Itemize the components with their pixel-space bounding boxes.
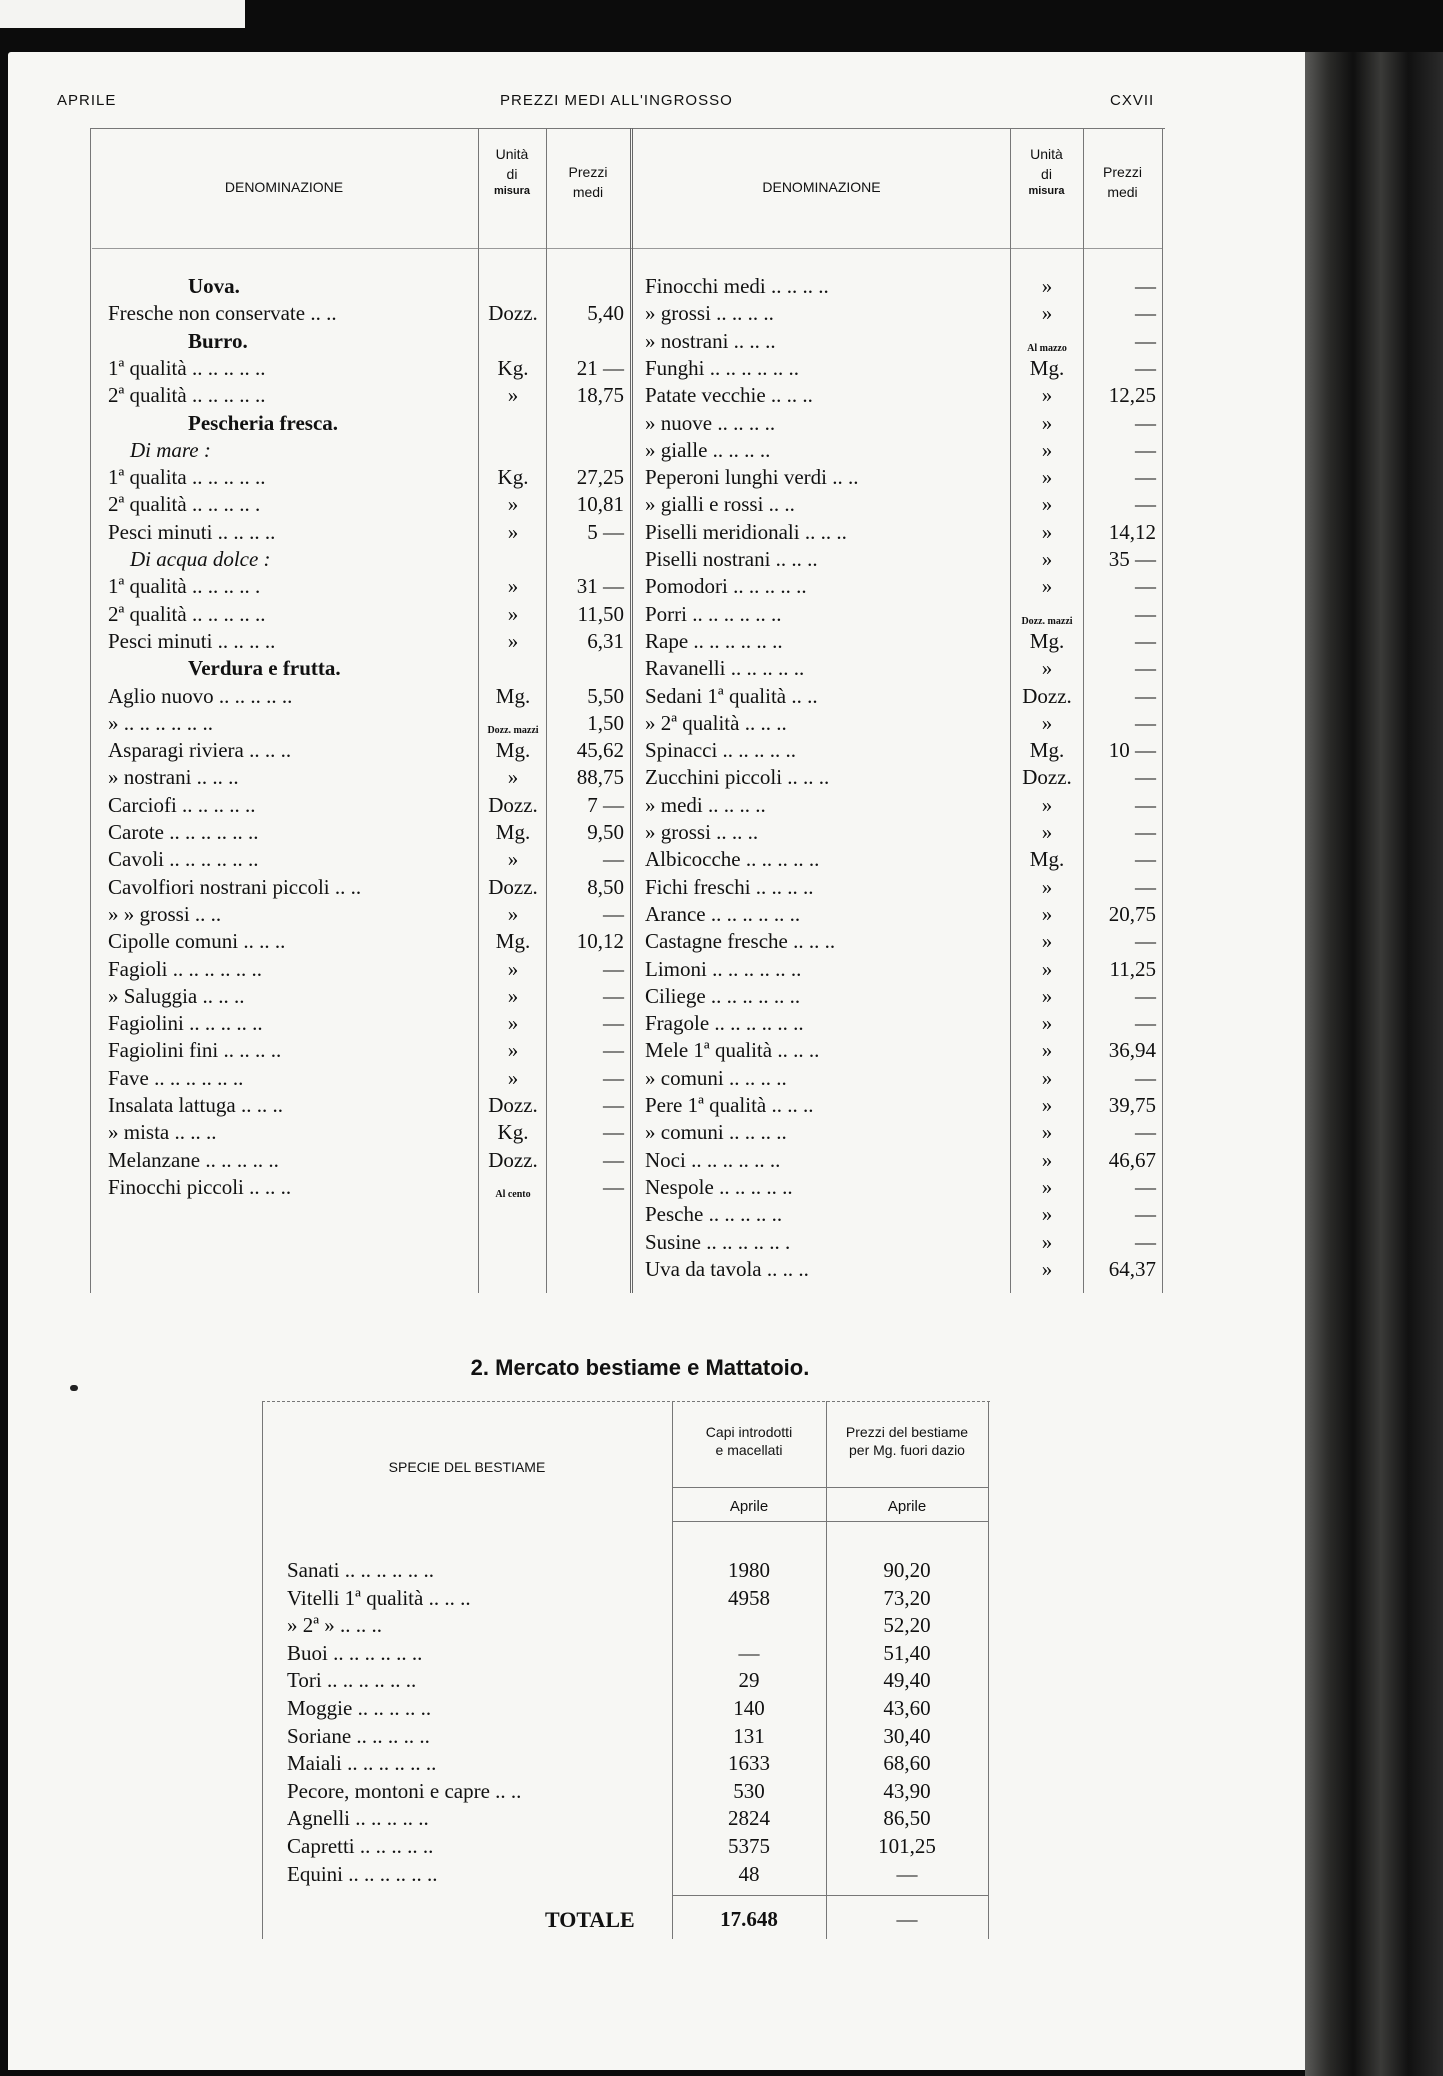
item-unit: Al cento <box>495 1189 531 1200</box>
ink-mark <box>70 1385 78 1391</box>
item-unit: » <box>1041 1148 1053 1172</box>
item-name: Pomodori .. .. .. .. .. <box>645 574 807 598</box>
item-unit: Dozz. mazzi <box>487 725 539 736</box>
item-price: — <box>1135 656 1156 680</box>
item-unit: Kg. <box>497 1120 529 1144</box>
item-price: 88,75 <box>576 765 624 789</box>
table-row <box>0 1255 1156 1282</box>
livestock-name: » 2ª » .. .. .. <box>287 1613 383 1637</box>
item-price: — <box>1135 875 1156 899</box>
item-unit: Mg. <box>1029 847 1065 871</box>
livestock-prezzo: 90,20 <box>883 1558 931 1582</box>
item-price: — <box>1135 847 1156 871</box>
livestock-capi: — <box>738 1641 760 1665</box>
total-label: TOTALE <box>545 1907 635 1932</box>
item-price: — <box>603 1066 624 1090</box>
item-name: Peperoni lunghi verdi .. .. <box>645 465 859 489</box>
item-price: — <box>603 1038 624 1062</box>
item-unit: Dozz. <box>488 793 538 817</box>
item-unit: » <box>1041 492 1053 516</box>
item-price: 10,12 <box>576 929 624 953</box>
livestock-capi: 1980 <box>728 1558 770 1582</box>
item-name: » nostrani .. .. .. <box>108 765 239 789</box>
item-unit: Mg. <box>495 738 531 762</box>
item-name: Mele 1ª qualità .. .. .. <box>645 1038 820 1062</box>
item-name: Cavoli .. .. .. .. .. .. <box>108 847 259 871</box>
livestock-name: Agnelli .. .. .. .. .. <box>287 1806 429 1830</box>
item-name: Porri .. .. .. .. .. .. <box>645 602 782 626</box>
livestock-prezzo: 86,50 <box>883 1806 931 1830</box>
item-name: » nostrani .. .. .. <box>645 329 776 353</box>
item-unit: » <box>507 602 519 626</box>
item-name: 2ª qualità .. .. .. .. . <box>108 492 261 516</box>
item-price: — <box>1135 1202 1156 1226</box>
livestock-name: Pecore, montoni e capre .. .. <box>287 1779 522 1803</box>
header-title: PREZZI MEDI ALL'INGROSSO <box>500 92 733 109</box>
item-price: — <box>603 1148 624 1172</box>
item-price: — <box>1135 793 1156 817</box>
livestock-capi: 140 <box>733 1696 765 1720</box>
item-name: Fagiolini fini .. .. .. .. <box>108 1038 282 1062</box>
item-name: Fagiolini .. .. .. .. .. <box>108 1011 263 1035</box>
item-price: 6,31 <box>587 629 624 653</box>
left-section-heading: Pescheria fresca. <box>188 411 339 435</box>
item-name: Zucchini piccoli .. .. .. <box>645 765 830 789</box>
item-name: Ciliege .. .. .. .. .. .. <box>645 984 801 1008</box>
col-head-denominazione-left: DENOMINAZIONE <box>224 179 344 195</box>
item-name: Fave .. .. .. .. .. .. <box>108 1066 244 1090</box>
item-unit: Mg. <box>495 684 531 708</box>
livestock-prezzo: 30,40 <box>883 1724 931 1748</box>
item-unit: Dozz. mazzi <box>1021 616 1073 627</box>
item-price: — <box>1135 1011 1156 1035</box>
item-unit: » <box>1041 274 1053 298</box>
item-unit: Mg. <box>1029 629 1065 653</box>
item-unit: Dozz. <box>1022 765 1072 789</box>
item-name: Susine .. .. .. .. .. . <box>645 1230 791 1254</box>
item-price: 11,25 <box>1109 957 1156 981</box>
item-price: — <box>1135 301 1156 325</box>
item-name: Asparagi riviera .. .. .. <box>108 738 292 762</box>
left-section-heading: Burro. <box>188 329 248 353</box>
item-unit: Kg. <box>497 356 529 380</box>
item-name: Pesci minuti .. .. .. .. <box>108 520 276 544</box>
item-price: — <box>1135 820 1156 844</box>
item-unit: » <box>1041 711 1053 735</box>
total-capi: 17.648 <box>720 1907 778 1931</box>
item-price: 18,75 <box>576 383 624 407</box>
item-name: Nespole .. .. .. .. .. <box>645 1175 793 1199</box>
item-unit: » <box>1041 520 1053 544</box>
item-name: » comuni .. .. .. .. <box>645 1120 787 1144</box>
item-name: Insalata lattuga .. .. .. <box>108 1093 283 1117</box>
col-head-capi: Capi introdotti e macellati <box>705 1424 793 1458</box>
livestock-prezzo: 43,90 <box>883 1779 931 1803</box>
left-section-heading: Di acqua dolce : <box>130 547 271 571</box>
item-name: » » grossi .. .. <box>108 902 222 926</box>
item-unit: » <box>507 984 519 1008</box>
item-name: Patate vecchie .. .. .. <box>645 383 813 407</box>
item-price: 27,25 <box>576 465 624 489</box>
item-name: Aglio nuovo .. .. .. .. .. <box>108 684 293 708</box>
livestock-capi: 131 <box>733 1724 765 1748</box>
item-unit: » <box>1041 547 1053 571</box>
item-price: 46,67 <box>1108 1148 1156 1172</box>
item-name: » nuove .. .. .. .. <box>645 411 776 435</box>
item-name: Limoni .. .. .. .. .. .. <box>645 957 802 981</box>
item-price: — <box>1135 574 1156 598</box>
col-head-species: SPECIE DEL BESTIAME <box>388 1459 546 1475</box>
livestock-name: Capretti .. .. .. .. .. <box>287 1834 434 1858</box>
item-unit: » <box>1041 1093 1053 1117</box>
item-name: Finocchi medi .. .. .. .. <box>645 274 829 298</box>
page-corner <box>0 0 245 28</box>
item-name: » grossi .. .. .. .. <box>645 301 774 325</box>
table-row <box>0 1228 1156 1255</box>
item-unit: » <box>1041 1230 1053 1254</box>
item-name: Rape .. .. .. .. .. .. <box>645 629 783 653</box>
item-name: Fresche non conservate .. .. <box>108 301 337 325</box>
left-section-heading: Verdura e frutta. <box>188 656 341 680</box>
item-price: 35 — <box>1108 547 1156 571</box>
item-name: Pesci minuti .. .. .. .. <box>108 629 276 653</box>
item-unit: Dozz. <box>488 1093 538 1117</box>
item-unit: » <box>1041 301 1053 325</box>
total-prezzo: — <box>896 1907 918 1931</box>
item-price: — <box>1135 984 1156 1008</box>
item-unit: » <box>1041 875 1053 899</box>
item-unit: » <box>1041 929 1053 953</box>
item-price: — <box>1135 1120 1156 1144</box>
item-unit: » <box>507 957 519 981</box>
item-unit: » <box>507 1066 519 1090</box>
livestock-name: Moggie .. .. .. .. .. <box>287 1696 432 1720</box>
item-price: — <box>1135 465 1156 489</box>
item-name: » .. .. .. .. .. .. <box>108 711 213 735</box>
item-name: Spinacci .. .. .. .. .. <box>645 738 797 762</box>
item-price: 5,40 <box>587 301 624 325</box>
livestock-name: Maiali .. .. .. .. .. .. <box>287 1751 437 1775</box>
livestock-capi: 4958 <box>728 1586 770 1610</box>
item-unit: » <box>507 383 519 407</box>
item-name: Piselli nostrani .. .. .. <box>645 547 818 571</box>
livestock-prezzo: 73,20 <box>883 1586 931 1610</box>
livestock-prezzo: 101,25 <box>878 1834 936 1858</box>
item-name: Albicocche .. .. .. .. .. <box>645 847 820 871</box>
item-name: Uva da tavola .. .. .. <box>645 1257 809 1281</box>
item-price: 21 — <box>576 356 624 380</box>
item-price: — <box>1135 329 1156 353</box>
item-price: — <box>603 957 624 981</box>
livestock-capi: 2824 <box>728 1806 770 1830</box>
item-name: » gialli e rossi .. .. <box>645 492 795 516</box>
item-unit: Dozz. <box>1022 684 1072 708</box>
col-head-month-prezzi: Aprile <box>887 1498 927 1515</box>
item-name: » medi .. .. .. .. <box>645 793 766 817</box>
item-price: — <box>1135 1230 1156 1254</box>
header-page-number: CXVII <box>1110 92 1155 109</box>
item-price: — <box>1135 1066 1156 1090</box>
item-price: — <box>1135 765 1156 789</box>
livestock-capi: 5375 <box>728 1834 770 1858</box>
item-name: Melanzane .. .. .. .. .. <box>108 1148 279 1172</box>
item-unit: » <box>1041 1175 1053 1199</box>
item-unit: Kg. <box>497 465 529 489</box>
item-name: Castagne fresche .. .. .. <box>645 929 836 953</box>
item-unit: Mg. <box>1029 356 1065 380</box>
item-price: — <box>603 847 624 871</box>
item-unit: » <box>1041 1066 1053 1090</box>
header-month: APRILE <box>57 92 117 109</box>
item-name: Noci .. .. .. .. .. .. <box>645 1148 781 1172</box>
col-head-unit-right: Unità di misura <box>1028 146 1065 198</box>
item-price: — <box>1135 684 1156 708</box>
item-price: — <box>1135 274 1156 298</box>
livestock-name: Vitelli 1ª qualità .. .. .. <box>287 1586 471 1610</box>
item-price: — <box>603 1120 624 1144</box>
item-unit: » <box>1041 411 1053 435</box>
col-head-price-left: Prezzi medi <box>568 164 608 200</box>
livestock-prezzo: 51,40 <box>883 1641 931 1665</box>
item-price: — <box>1135 492 1156 516</box>
item-name: Piselli meridionali .. .. .. <box>645 520 847 544</box>
livestock-name: Equini .. .. .. .. .. .. <box>287 1862 438 1886</box>
item-name: Cipolle comuni .. .. .. <box>108 929 286 953</box>
table-row <box>0 1200 1156 1227</box>
livestock-prezzo: 43,60 <box>883 1696 931 1720</box>
livestock-prezzo: 52,20 <box>883 1613 931 1637</box>
item-name: Fragole .. .. .. .. .. .. <box>645 1011 804 1035</box>
item-unit: Dozz. <box>488 875 538 899</box>
item-unit: » <box>1041 656 1053 680</box>
item-unit: » <box>507 847 519 871</box>
item-unit: » <box>1041 1011 1053 1035</box>
col-head-prezzi: Prezzi del bestiame per Mg. fuori dazio <box>845 1424 969 1458</box>
item-price: — <box>1135 1175 1156 1199</box>
item-price: 36,94 <box>1108 1038 1156 1062</box>
item-price: 64,37 <box>1108 1257 1156 1281</box>
livestock-name: Tori .. .. .. .. .. .. <box>287 1668 417 1692</box>
item-price: 1,50 <box>587 711 624 735</box>
item-unit: Al mazzo <box>1027 343 1067 354</box>
item-unit: » <box>1041 820 1053 844</box>
item-unit: » <box>507 765 519 789</box>
item-price: — <box>1135 629 1156 653</box>
item-name: Fagioli .. .. .. .. .. .. <box>108 957 263 981</box>
item-unit: » <box>1041 438 1053 462</box>
livestock-prezzo: 49,40 <box>883 1668 931 1692</box>
item-price: — <box>1135 438 1156 462</box>
item-name: » 2ª qualità .. .. .. <box>645 711 787 735</box>
item-name: Carciofi .. .. .. .. .. <box>108 793 256 817</box>
item-unit: » <box>1041 383 1053 407</box>
item-unit: » <box>1041 465 1053 489</box>
item-price: — <box>603 1093 624 1117</box>
livestock-prezzo: 68,60 <box>883 1751 931 1775</box>
item-price: 7 — <box>587 793 624 817</box>
item-price: 14,12 <box>1108 520 1156 544</box>
item-name: Ravanelli .. .. .. .. .. <box>645 656 805 680</box>
item-unit: » <box>1041 902 1053 926</box>
item-name: Carote .. .. .. .. .. .. <box>108 820 259 844</box>
item-price: 10 — <box>1108 738 1156 762</box>
item-name: 1ª qualita .. .. .. .. .. <box>108 465 266 489</box>
item-name: Pesche .. .. .. .. .. <box>645 1202 783 1226</box>
item-unit: » <box>507 574 519 598</box>
item-name: Cavolfiori nostrani piccoli .. .. <box>108 875 362 899</box>
left-section-heading: Di mare : <box>130 438 211 462</box>
item-price: 8,50 <box>587 875 624 899</box>
item-unit: » <box>1041 984 1053 1008</box>
item-price: — <box>1135 602 1156 626</box>
item-unit: » <box>1041 1038 1053 1062</box>
item-unit: » <box>507 520 519 544</box>
col-head-month-capi: Aprile <box>729 1498 769 1515</box>
item-name: Fichi freschi .. .. .. .. <box>645 875 814 899</box>
item-price: 39,75 <box>1108 1093 1156 1117</box>
item-price: 5,50 <box>587 684 624 708</box>
livestock-capi: 48 <box>738 1862 760 1886</box>
item-unit: » <box>1041 793 1053 817</box>
livestock-name: Buoi .. .. .. .. .. .. <box>287 1641 423 1665</box>
item-price: 9,50 <box>587 820 624 844</box>
item-name: 2ª qualità .. .. .. .. .. <box>108 602 266 626</box>
item-price: 31 — <box>576 574 624 598</box>
item-price: — <box>1135 411 1156 435</box>
item-name: » Saluggia .. .. .. <box>108 984 245 1008</box>
item-name: Finocchi piccoli .. .. .. <box>108 1175 292 1199</box>
item-unit: Mg. <box>1029 738 1065 762</box>
item-price: 11,50 <box>577 602 624 626</box>
item-unit: » <box>1041 1257 1053 1281</box>
item-name: 1ª qualità .. .. .. .. . <box>108 574 261 598</box>
item-price: 45,62 <box>576 738 624 762</box>
item-unit: » <box>1041 1202 1053 1226</box>
left-section-heading: Uova. <box>188 274 240 298</box>
item-unit: » <box>1041 957 1053 981</box>
item-name: » gialle .. .. .. .. <box>645 438 771 462</box>
item-unit: » <box>507 1011 519 1035</box>
item-price: — <box>1135 711 1156 735</box>
item-name: » mista .. .. .. <box>108 1120 217 1144</box>
item-price: 12,25 <box>1108 383 1156 407</box>
item-price: — <box>603 984 624 1008</box>
livestock-name: Sanati .. .. .. .. .. .. <box>287 1558 434 1582</box>
livestock-prezzo: — <box>896 1862 918 1886</box>
item-name: Pere 1ª qualità .. .. .. <box>645 1093 814 1117</box>
item-name: » comuni .. .. .. .. <box>645 1066 787 1090</box>
item-unit: » <box>507 1038 519 1062</box>
item-price: — <box>603 1175 624 1199</box>
livestock-capi: 1633 <box>728 1751 770 1775</box>
item-price: — <box>603 1011 624 1035</box>
item-unit: » <box>1041 1120 1053 1144</box>
item-price: 20,75 <box>1108 902 1156 926</box>
item-price: — <box>603 902 624 926</box>
livestock-capi: 29 <box>738 1668 760 1692</box>
col-head-price-right: Prezzi medi <box>1103 164 1142 200</box>
item-price: 5 — <box>587 520 624 544</box>
col-head-denominazione-right: DENOMINAZIONE <box>762 179 881 195</box>
item-unit: Dozz. <box>488 301 538 325</box>
item-unit: Mg. <box>495 929 531 953</box>
item-name: Arance .. .. .. .. .. .. <box>645 902 801 926</box>
item-name: 2ª qualità .. .. .. .. .. <box>108 383 266 407</box>
item-name: 1ª qualità .. .. .. .. .. <box>108 356 266 380</box>
item-name: Funghi .. .. .. .. .. .. <box>645 356 800 380</box>
item-name: Sedani 1ª qualità .. .. <box>645 684 818 708</box>
item-price: — <box>1135 356 1156 380</box>
item-unit: Mg. <box>495 820 531 844</box>
item-unit: » <box>507 902 519 926</box>
item-unit: » <box>1041 574 1053 598</box>
item-unit: » <box>507 492 519 516</box>
item-name: » grossi .. .. .. <box>645 820 759 844</box>
livestock-capi <box>672 1613 826 1640</box>
item-unit: Dozz. <box>488 1148 538 1172</box>
item-price: 10,81 <box>576 492 624 516</box>
col-head-unit-left: Unità di misura <box>493 146 531 198</box>
item-price: — <box>1135 929 1156 953</box>
livestock-name: Soriane .. .. .. .. .. <box>287 1724 430 1748</box>
item-unit: » <box>507 629 519 653</box>
livestock-capi: 530 <box>733 1779 765 1803</box>
book-binding-edge <box>1305 52 1443 2076</box>
section-2-title: 2. Mercato bestiame e Mattatoio. <box>470 1355 810 1380</box>
